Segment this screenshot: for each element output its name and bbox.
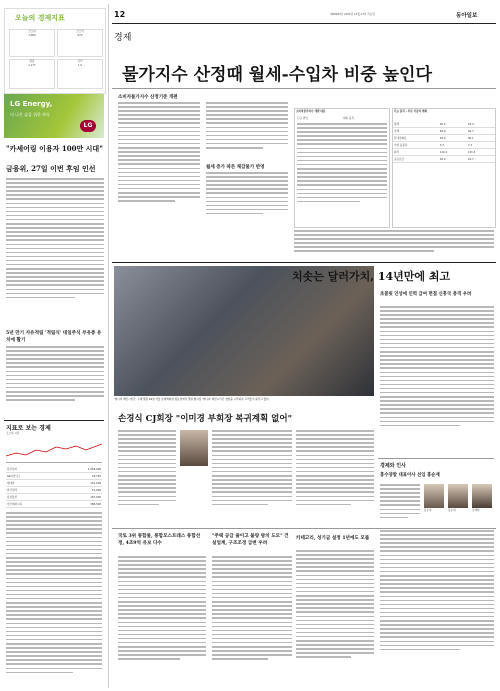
indicator-cell-kospi bbox=[9, 29, 55, 57]
bottom-right-body bbox=[296, 550, 374, 684]
personnel-photo-2 bbox=[448, 484, 468, 508]
story3-body-c bbox=[296, 430, 374, 525]
indicator-label: 금리 bbox=[77, 60, 83, 63]
cpi-col-b: 제외 품목 bbox=[343, 117, 354, 120]
indicator-value: 672 bbox=[77, 34, 83, 37]
left-brief-body bbox=[6, 346, 104, 416]
left-story-subhead: 금융위, 27일 이번 후임 인선 bbox=[6, 164, 96, 173]
left-story-body bbox=[6, 178, 104, 328]
indicators-title: 오늘의 경제지표 bbox=[15, 13, 65, 22]
table-row: 공공요금 16.9 16.7 bbox=[393, 156, 495, 163]
bottom-far-right-body bbox=[380, 530, 494, 684]
section-rule-1 bbox=[112, 262, 496, 263]
indicator-label: 환율 bbox=[29, 60, 35, 63]
ad-line1: LG Energy, bbox=[10, 100, 53, 108]
column-divider bbox=[108, 4, 109, 688]
market-chart bbox=[6, 438, 102, 463]
market-table-filler bbox=[6, 512, 102, 684]
main-col2-body bbox=[206, 102, 288, 162]
table-row: 외식 119.2 131.4 bbox=[393, 149, 495, 156]
indicator-value: 1,177 bbox=[28, 64, 36, 67]
personnel-subhead: 홍수양발 대표이사 선임 홍순재 bbox=[380, 473, 440, 478]
table-row: 전세 48.9 49.7 bbox=[393, 128, 495, 135]
story3-headline: 손경식 CJ회장 "이미경 부회장 복귀계획 없어" bbox=[118, 414, 293, 424]
paper-name: 동아일보 bbox=[456, 13, 478, 19]
indicator-label: 코스피 bbox=[28, 30, 36, 33]
weights-data bbox=[393, 121, 495, 163]
photo-caption: '위니지 레인시티즌' 구매 열풍 16일 서울 롯데백화점 명동점에서 열린 행사장 '에니지' 레인시티즌 영업을 시작하자 고객들이 몰리고 있다. bbox=[114, 398, 270, 401]
weights-table bbox=[392, 108, 496, 228]
crowd-photo bbox=[114, 266, 374, 396]
table-row: 수입 승용차 3.3 7.3 bbox=[393, 142, 495, 149]
story3-body-b bbox=[212, 430, 292, 525]
cpi-col-a: 신규 편입 bbox=[297, 117, 308, 120]
lg-logo: LG bbox=[80, 120, 96, 132]
market-box-subtitle: 코스피 시장 bbox=[6, 432, 20, 435]
indicator-cell-kosdaq bbox=[57, 29, 103, 57]
indicator-value: 1.6 bbox=[77, 64, 83, 67]
indicators-box bbox=[4, 8, 106, 94]
lg-ad[interactable] bbox=[4, 94, 104, 138]
cpi-table-body bbox=[297, 123, 387, 223]
indicator-label: 코스닥 bbox=[76, 30, 84, 33]
main-headline: 물가지수 산정때 월세-수입차 비중 높인다 bbox=[122, 65, 432, 85]
section-title: 경제 bbox=[114, 33, 132, 43]
story2-headline: 치솟는 달러가치, 14년만에 최고 bbox=[292, 270, 451, 283]
main-col3-body bbox=[294, 230, 494, 258]
table-row: 아모레퍼시픽 388,500 bbox=[7, 502, 101, 506]
table-row: 한국전력 51,000 bbox=[7, 488, 101, 492]
indicator-value: 1,969 bbox=[28, 34, 36, 37]
table-row: 월세 20.5 43.4 bbox=[393, 121, 495, 128]
main-subhead: 월세 증가 따른 체감물가 반영 bbox=[206, 165, 265, 170]
table-row: 현대차 152,500 bbox=[7, 481, 101, 485]
main-lead: 소비자물가지수 산정기준 개편 bbox=[118, 95, 178, 100]
story2-body bbox=[380, 306, 494, 456]
story2-subhead: 초콜릿 인상에 인력 급여 면접 신흥국 충격 우려 bbox=[380, 292, 472, 297]
table-row: SK하이닉스 29,750 bbox=[7, 474, 101, 478]
table-row: 휴대전화료 38.0 36.1 bbox=[393, 135, 495, 142]
bottom-left-body bbox=[118, 556, 206, 684]
personnel-rule bbox=[378, 458, 494, 459]
weights-table-title: 주요 품목 · 부문 가중치 변화 bbox=[394, 110, 428, 113]
bottom-mid-body bbox=[212, 556, 292, 684]
main-col1-body bbox=[118, 102, 200, 227]
bottom-mid-headline: "주택 공급 줄이고 불량 방치 도모" 건설업계, 구조조정 급변 우려 bbox=[212, 534, 289, 546]
personnel-photo-1 bbox=[424, 484, 444, 508]
story3-body-a bbox=[118, 430, 176, 525]
indicator-cell-interest bbox=[57, 59, 103, 89]
story3-portrait bbox=[180, 430, 208, 466]
personnel-body bbox=[380, 484, 420, 524]
personnel-name-1: 홍수양 bbox=[424, 509, 432, 512]
page-number: 12 bbox=[114, 10, 126, 19]
indicator-cell-rate bbox=[9, 59, 55, 89]
personnel-photo-3 bbox=[472, 484, 492, 508]
section-rule-2 bbox=[112, 528, 496, 529]
left-story-headline: "카셰어링 이용자 100만 시대" bbox=[6, 144, 103, 153]
table-row: 삼성물산 157,000 bbox=[7, 495, 101, 499]
main-headline-rule bbox=[112, 88, 496, 89]
main-col2-body-b bbox=[206, 172, 288, 228]
personnel-name-3: 김세현 bbox=[472, 509, 480, 512]
issue-line: 제28932호 2015년 12월 17일 목요일 bbox=[330, 13, 375, 16]
cpi-table bbox=[294, 108, 390, 228]
left-brief-headline: 5년 만기 자유적립 '적립식' 대일주식 부유층 유치에 활기 bbox=[6, 331, 102, 343]
cpi-table-title: 소비자물가지수 개편 내용 bbox=[296, 110, 326, 113]
bottom-right-headline: 카테고리, 성기금 설정 1년에도 모를 bbox=[296, 536, 370, 541]
personnel-name-2: 홍순재 bbox=[448, 509, 456, 512]
ad-line2: 더 나은 삶을 위한 약속 bbox=[10, 112, 50, 117]
market-box-title: 지표로 보는 경제 bbox=[6, 425, 51, 432]
market-table bbox=[6, 466, 102, 508]
market-line-icon bbox=[6, 438, 102, 462]
market-box-rule bbox=[4, 420, 104, 421]
table-row: 삼성전자 1,258,000 bbox=[7, 467, 101, 471]
bottom-left-headline: 국토 3위 통합물, 통합모스트레스 통합선정, 4조9억 유보 다수 bbox=[118, 534, 201, 546]
personnel-title: 경제와 인사 bbox=[380, 463, 406, 469]
masthead-rule bbox=[112, 23, 496, 24]
